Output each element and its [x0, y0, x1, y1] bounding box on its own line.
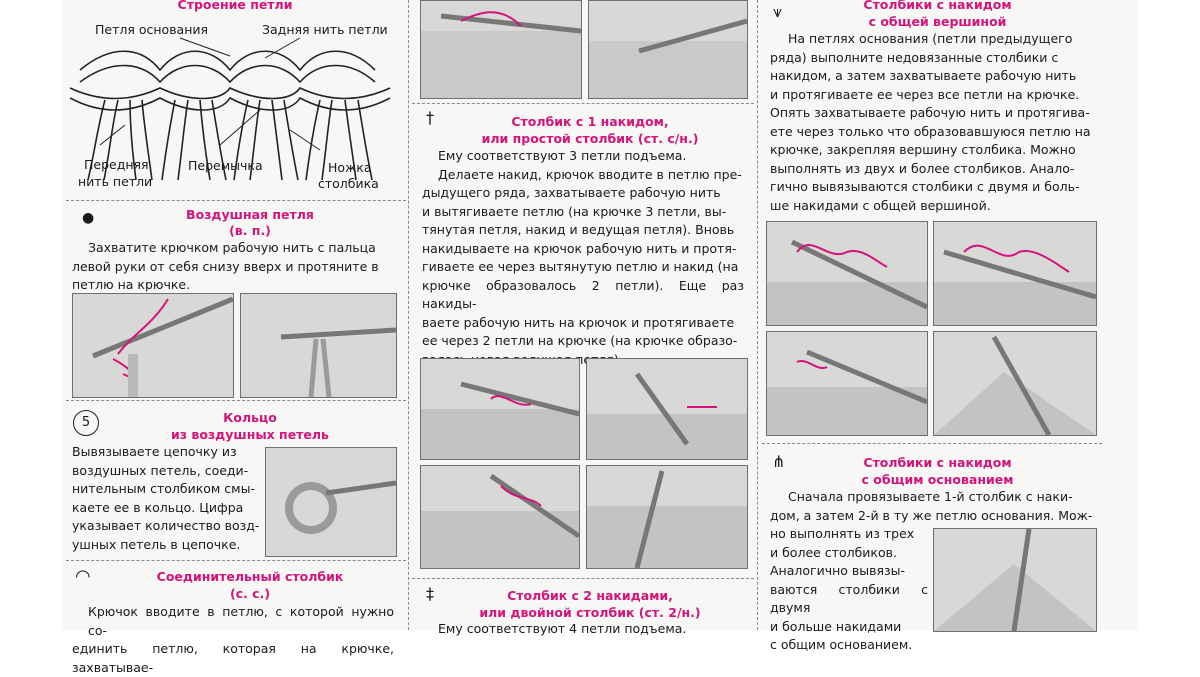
- label-base-loop: Петля основания: [95, 22, 209, 37]
- column-divider-1: [408, 0, 409, 630]
- section-divider: [412, 578, 754, 579]
- text-line: выполнять из двух и более столбиков. Анало-: [770, 160, 1075, 176]
- text-line: ушных петель в цепочке.: [72, 536, 241, 552]
- dc-photo-1: [420, 358, 580, 460]
- tr-title: Столбик с 2 накидами,: [507, 588, 673, 603]
- text-line: с общим основанием.: [770, 637, 913, 652]
- cluster-photo-3: [766, 331, 928, 436]
- cluster-subtitle: с общей вершиной: [868, 14, 1007, 29]
- chain-photo-2: [240, 293, 397, 398]
- chain-photo-1: [72, 293, 234, 398]
- text-line: Ему соответствуют 3 петли подъема.: [438, 148, 687, 163]
- label-leg: столбика: [318, 176, 379, 191]
- section-divider: [412, 103, 754, 104]
- label-front-thread: Передняя: [84, 157, 149, 172]
- text-line: Крючок вводите в петлю, с которой нужно со-: [88, 604, 394, 638]
- text-line: ее через 2 петли на крючке (на крючке образо-: [422, 333, 738, 348]
- text-line: каете ее в кольцо. Цифра: [72, 499, 244, 515]
- text-line: крючке образовалось 2 петли). Еще раз накиды-: [422, 277, 744, 311]
- text-line: Опять захватываете рабочую нить и протягива-: [770, 105, 1090, 120]
- tr-symbol-icon: ‡: [426, 584, 434, 603]
- text-line: Ему соответствуют 4 петли подъема.: [438, 621, 687, 636]
- slip-text: [72, 603, 394, 677]
- shell-text: [770, 488, 1098, 525]
- shell-subtitle: с общим основанием: [861, 472, 1014, 487]
- text-line: дом, а затем 2-й в ту же петлю основания. Мож-: [770, 507, 1093, 523]
- ring-number-badge: [73, 410, 99, 436]
- structure-title: Строение петли: [177, 0, 293, 12]
- cluster-title: Столбики с накидом: [863, 0, 1012, 12]
- cluster-photo-1: [766, 221, 928, 326]
- text-line: гично вывязываются столбики с двумя и боль-: [770, 179, 1080, 194]
- text-line: левой руки от себя снизу вверх и протяните в: [72, 258, 379, 274]
- text-line: тянутая петля, накид и ведущая петля). Вновь: [422, 222, 735, 237]
- text-line: и более столбиков.: [770, 544, 897, 560]
- label-back-thread: Задняя нить петли: [262, 22, 388, 37]
- text-line: ваете рабочую нить на крючок и протягиваете: [422, 314, 735, 330]
- cluster-photo-4: [933, 331, 1097, 436]
- column-divider-2: [757, 0, 758, 630]
- text-line: указывает количество возд-: [72, 518, 260, 533]
- dc-text: [422, 147, 744, 369]
- ring-text: [72, 443, 262, 554]
- label-front-thread: нить петли: [78, 174, 153, 189]
- text-line: На петлях основания (петли предыдущего: [788, 31, 1073, 46]
- ring-subtitle: из воздушных петель: [171, 427, 329, 442]
- cluster-symbol-icon: ⩛: [773, 2, 783, 21]
- chain-title: Воздушная петля: [186, 207, 314, 222]
- text-line: Делаете накид, крючок вводите в петлю пре-: [438, 166, 742, 182]
- dc-photo-4: [586, 465, 748, 569]
- text-line: петлю на крючке.: [72, 277, 191, 292]
- text-line: воздушных петель, соеди-: [72, 462, 249, 478]
- tr-text: [422, 620, 744, 639]
- text-line: и вытягиваете петлю (на крючке 3 петли, вы-: [422, 203, 727, 219]
- text-line: ше накидами с общей вершиной.: [770, 197, 991, 213]
- shell-title: Столбики с накидом: [863, 455, 1012, 470]
- label-bridge: Перемычка: [188, 158, 263, 173]
- text-line: дыдущего ряда, захватываете рабочую нить: [422, 185, 721, 200]
- text-line: гиваете ее через вытянутую петлю и накид (на: [422, 259, 739, 274]
- text-line: Аналогично вывязы-: [770, 563, 906, 578]
- slip-title: Соединительный столбик: [156, 569, 344, 584]
- shell-photo: [933, 528, 1097, 632]
- dc-photo-2: [586, 358, 748, 460]
- text-line: ряда) выполните недовязанные столбики с: [770, 49, 1059, 65]
- ring-number: 5: [81, 415, 91, 430]
- ring-title: Кольцо: [223, 410, 277, 425]
- section-divider: [66, 200, 406, 201]
- dc-symbol-icon: †: [426, 108, 434, 127]
- dc-subtitle: или простой столбик (ст. с/н.): [481, 131, 699, 146]
- text-line: накидом, а затем захватываете рабочую нить: [770, 68, 1077, 83]
- section-divider: [66, 400, 406, 401]
- slip-abbrev: (с. с.): [229, 586, 271, 601]
- ring-photo: [265, 447, 397, 557]
- text-line: Сначала провязываете 1-й столбик с наки-: [788, 489, 1073, 504]
- text-line: но выполнять из трех: [770, 526, 915, 541]
- dc-photo-3: [420, 465, 580, 569]
- cluster-text: [770, 30, 1098, 215]
- cluster-photo-2: [933, 221, 1097, 326]
- shell-symbol-icon: ⋔: [772, 452, 786, 471]
- top-photo-1: [420, 0, 582, 99]
- text-line: и больше накидами: [770, 618, 902, 634]
- chain-symbol-icon: ●: [82, 210, 95, 226]
- dc-title: Столбик с 1 накидом,: [511, 114, 669, 129]
- text-line: ваются столбики с двумя: [770, 581, 928, 615]
- text-line: Захватите крючком рабочую нить с пальца: [88, 240, 376, 255]
- text-line: единить петлю, которая на крючке, захватывае-: [72, 641, 394, 675]
- chain-text: [72, 239, 394, 295]
- section-divider: [66, 560, 406, 561]
- text-line: Вывязываете цепочку из: [72, 444, 237, 459]
- shell-text-narrow: [770, 525, 928, 655]
- tr-subtitle: или двойной столбик (ст. 2/н.): [479, 605, 701, 620]
- chain-abbrev: (в. п.): [229, 223, 271, 238]
- label-leg: Ножка: [328, 160, 372, 175]
- slip-stitch-symbol-icon: ◠: [75, 566, 91, 587]
- section-divider: [762, 443, 1102, 444]
- text-line: крючке, закрепляя вершину столбика. Можно: [770, 142, 1076, 157]
- top-photo-2: [588, 0, 748, 99]
- text-line: нительным столбиком смы-: [72, 481, 255, 496]
- text-line: и протягиваете ее через все петли на крючке.: [770, 86, 1080, 102]
- text-line: ете через только что образовавшуюся петлю на: [770, 123, 1091, 139]
- text-line: накидываете на крючок рабочую нить и протя-: [422, 240, 737, 256]
